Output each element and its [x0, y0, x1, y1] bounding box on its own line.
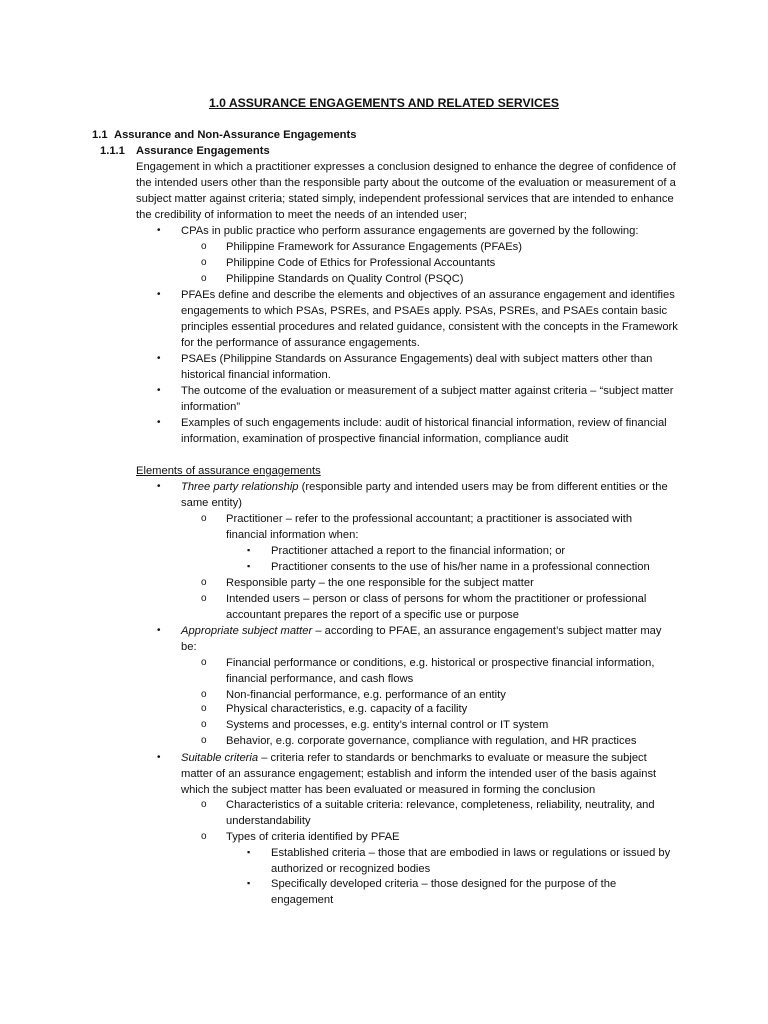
bullet-marker: •: [157, 752, 161, 763]
list-item-text: Practitioner consents to the use of his/her name in a professional connection: [271, 561, 650, 573]
circle-marker: o: [201, 831, 207, 842]
term-description: (responsible party and intended users may be from different entities or the same entity): [181, 481, 668, 509]
circle-marker: o: [201, 513, 207, 524]
list-item-text: Responsible party – the one responsible for the subject matter: [226, 577, 534, 589]
bullet-marker: •: [157, 353, 161, 364]
circle-marker: o: [201, 593, 207, 604]
list-item-text: [181, 750, 679, 798]
bullet-marker: •: [157, 225, 161, 236]
term: Suitable criteria: [181, 752, 259, 764]
list-item-text: Physical characteristics, e.g. capacity of a facility: [226, 703, 468, 715]
list-item-text: Characteristics of a suitable criteria: relevance, completeness, reliability, neutrality, and understandability: [226, 799, 655, 827]
list-item-text: Philippine Standards on Quality Control (PSQC): [226, 273, 464, 285]
circle-marker: o: [201, 799, 207, 810]
bullet-marker: •: [157, 417, 161, 428]
circle-marker: o: [201, 657, 207, 668]
term: Appropriate subject matter: [181, 625, 313, 637]
heading-number: 1.1.1: [100, 145, 125, 157]
bullet-marker: •: [157, 385, 161, 396]
list-item-text: PSAEs (Philippine Standards on Assurance Engagements) deal with subject matters other than historical financial information.: [181, 353, 653, 381]
heading-text: Assurance and Non-Assurance Engagements: [114, 129, 357, 141]
list-item-text: Established criteria – those that are embodied in laws or regulations or issued by authorized or recognized bodies: [271, 847, 671, 875]
list-item-text: Behavior, e.g. corporate governance, compliance with regulation, and HR practices: [226, 735, 637, 747]
definition-paragraph: Engagement in which a practitioner expresses a conclusion designed to enhance the degree of confidence of the intended users other than the responsible party about the outcome of the evaluation or measurement of a subject matter against criteria; stated simply, independent professional services that are intended to enhance the credibility of information to meet the needs of an intended user;: [136, 161, 676, 221]
heading-1-1-1: [100, 143, 270, 159]
list-item-text: [181, 623, 679, 655]
square-marker: ▪: [247, 545, 251, 555]
bullet-marker: •: [157, 625, 161, 636]
circle-marker: o: [201, 735, 207, 746]
list-item-text: Financial performance or conditions, e.g. historical or prospective financial information, financial performance, and cash flows: [226, 657, 655, 685]
heading-number: 1.1: [92, 129, 108, 141]
term: Three party relationship: [181, 481, 299, 493]
term-description: – criteria refer to standards or benchmarks to evaluate or measure the subject matter of an assurance engagement; establish and inform the intended user of the basis against which the subject matter has been evaluated or measured in forming the conclusion: [181, 752, 657, 796]
list-item-text: [181, 479, 679, 511]
circle-marker: o: [201, 703, 207, 714]
circle-marker: o: [201, 257, 207, 268]
square-marker: ▪: [247, 561, 251, 571]
list-item-text: Types of criteria identified by PFAE: [226, 831, 400, 843]
heading-text: Assurance Engagements: [136, 145, 270, 157]
list-item-text: Specifically developed criteria – those designed for the purpose of the engagement: [271, 878, 617, 906]
bullet-marker: •: [157, 289, 161, 300]
heading-1-1: [92, 127, 356, 143]
section-heading: Elements of assurance engagements: [136, 465, 321, 477]
list-item-text: Systems and processes, e.g. entity’s internal control or IT system: [226, 719, 549, 731]
circle-marker: o: [201, 273, 207, 284]
list-item-text: Philippine Code of Ethics for Professional Accountants: [226, 257, 496, 269]
term-description: – according to PFAE, an assurance engagement’s subject matter may be:: [181, 625, 662, 653]
list-item-text: CPAs in public practice who perform assurance engagements are governed by the following:: [181, 225, 639, 237]
circle-marker: o: [201, 241, 207, 252]
list-item-text: PFAEs define and describe the elements and objectives of an assurance engagement and identifies engagements to which PSAs, PSREs, and PSAEs apply. PSAs, PSREs, and PSAEs contain basic principles essential procedures and related guidance, consistent with the concepts in the Framework for the performance of assurance engagements.: [181, 289, 678, 349]
bullet-marker: •: [157, 481, 161, 492]
list-item-text: Philippine Framework for Assurance Engagements (PFAEs): [226, 241, 522, 253]
circle-marker: o: [201, 577, 207, 588]
circle-marker: o: [201, 689, 207, 700]
list-item-text: Non-financial performance, e.g. performance of an entity: [226, 689, 506, 701]
square-marker: ▪: [247, 878, 251, 888]
list-item-text: Practitioner – refer to the professional accountant; a practitioner is associated with financial information when:: [226, 513, 633, 541]
list-item-text: The outcome of the evaluation or measurement of a subject matter against criteria – “subject matter information”: [181, 385, 674, 413]
list-item-text: Examples of such engagements include: audit of historical financial information, review of financial information, examination of prospective financial information, compliance audit: [181, 417, 667, 445]
circle-marker: o: [201, 719, 207, 730]
document-title: 1.0 ASSURANCE ENGAGEMENTS AND RELATED SERVICES: [208, 96, 560, 110]
list-item-text: Intended users – person or class of persons for whom the practitioner or professional accountant prepares the report of a specific use or purpose: [226, 593, 647, 621]
list-item-text: Practitioner attached a report to the financial information; or: [271, 545, 566, 557]
square-marker: ▪: [247, 847, 251, 857]
